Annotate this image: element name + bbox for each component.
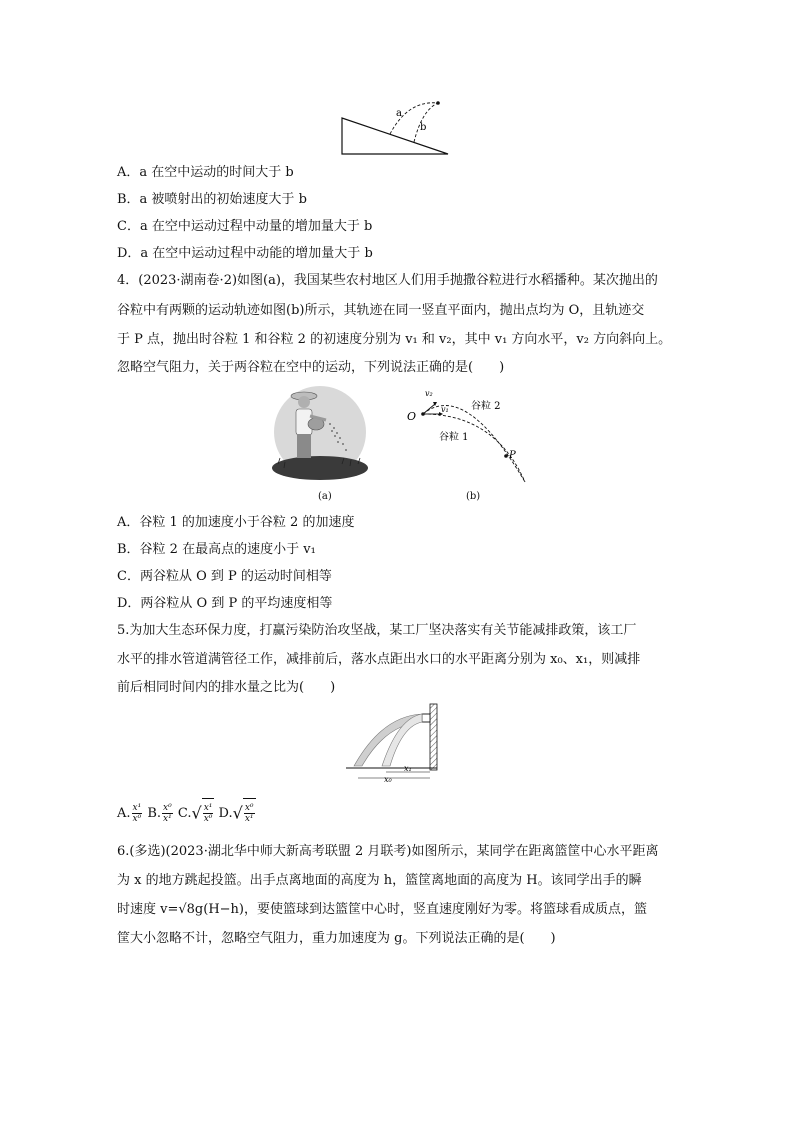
q5-option-a-fraction	[132, 803, 143, 824]
q3-option-b: B．a 被喷射出的初始速度大于 b	[117, 192, 307, 207]
q5-option-c-label: C.	[177, 806, 192, 821]
q4-option-c: C．两谷粒从 O 到 P 的运动时间相等	[117, 569, 332, 584]
q5-option-c-den: x⁰	[203, 814, 213, 824]
label-b: b	[420, 122, 427, 133]
q5-option-b-label: B.	[147, 806, 162, 821]
q4-option-d: D．两谷粒从 O 到 P 的平均速度相等	[117, 596, 333, 611]
q4-option-b: B．谷粒 2 在最高点的速度小于 v₁	[117, 542, 316, 557]
q5-options	[117, 798, 256, 829]
q3-option-c: C．a 在空中运动过程中动量的增加量大于 b	[117, 219, 373, 234]
q5-option-d-label: D.	[218, 806, 233, 821]
label-p: P	[509, 450, 516, 461]
label-grain-1: 谷粒 1	[439, 432, 469, 443]
q4-stem-line-3: 于 P 点，抛出时谷粒 1 和谷粒 2 的初速度分别为 v₁ 和 v₂，其中 v₁ 方向水平，v₂ 方向斜向上。	[117, 332, 672, 347]
head	[298, 396, 310, 408]
soil	[272, 456, 368, 480]
trajectory-grain-1	[423, 414, 525, 482]
q5-option-a-num: x¹	[132, 803, 142, 813]
label-grain-2: 谷粒 2	[471, 401, 501, 412]
q5-option-a-label: A.	[117, 806, 131, 821]
q5-option-b-num: x⁰	[163, 803, 172, 813]
q6-stem-line-1: 6.(多选)(2023·湖北华中师大新高考联盟 2 月联考)如图所示，某同学在距离篮筐中心水平距离	[117, 844, 659, 859]
q4-stem-line-1: 4．(2023·湖南卷·2)如图(a)，我国某些农村地区人们用手抛撒谷粒进行水稻播种。某次抛出的	[117, 273, 658, 288]
q3-figure	[338, 98, 452, 158]
label-x0: x₀	[384, 775, 392, 782]
q5-figure-drain	[342, 700, 460, 782]
pipe	[422, 714, 430, 722]
q5-option-c-num: x¹	[203, 803, 213, 813]
incline	[342, 118, 448, 154]
v2-arrow	[423, 404, 435, 414]
q4-stem-line-4: 忽略空气阻力，关于两谷粒在空中的运动，下列说法正确的是( )	[117, 360, 505, 375]
q6-stem-line-3: 时速度 v=√8g(H−h)，要使篮球到达篮筐中心时，竖直速度刚好为零。将篮球看成质点，篮	[117, 902, 647, 917]
label-v2: v₂	[425, 389, 433, 398]
label-a: a	[396, 108, 402, 119]
q4-fig-b-caption: (b)	[466, 491, 481, 502]
q6-stem-line-2: 为 x 的地方跳起投篮。出手点离地面的高度为 h，篮筐离地面的高度为 H。该同学出手的瞬	[117, 873, 642, 888]
legs	[297, 434, 311, 458]
q5-option-d-sqrt: √ $\frac{\text{x⁰}}{\text{x¹}}$	[233, 798, 256, 829]
trajectory-grain-2	[423, 406, 525, 483]
q4-stem-line-2: 谷粒中有两颗的运动轨迹如图(b)所示，其轨迹在同一竖直平面内，抛出点均为 O，且轨迹交	[117, 303, 645, 318]
q5-option-d-num: x⁰	[244, 803, 254, 813]
q3-option-d: D．a 在空中运动过程中动能的增加量大于 b	[117, 246, 373, 261]
launch-point	[436, 101, 440, 105]
point-p	[504, 454, 508, 458]
q5-option-d-den: x¹	[244, 814, 254, 824]
q5-stem-line-3: 前后相同时间内的排水量之比为( )	[117, 680, 336, 695]
point-o	[421, 412, 425, 416]
q5-stem-line-1: 5.为加大生态环保力度，打赢污染防治攻坚战，某工厂坚决落实有关节能减排政策，该工厂	[117, 623, 637, 638]
q5-option-b-den: x¹	[163, 814, 172, 824]
label-x1: x₁	[404, 764, 412, 773]
q5-option-b-fraction	[162, 803, 173, 824]
label-v1: v₁	[441, 405, 449, 414]
q4-fig-a-caption: (a)	[318, 491, 332, 502]
q4-option-a: A．谷粒 1 的加速度小于谷粒 2 的加速度	[117, 515, 355, 530]
q5-option-c-sqrt: √ $\frac{\text{x¹}}{\text{x⁰}}$	[192, 798, 215, 829]
q5-option-a-den: x⁰	[132, 814, 142, 824]
q3-option-a: A．a 在空中运动的时间大于 b	[117, 165, 294, 180]
q4-figure-b-trajectories	[405, 384, 535, 486]
q4-figure-a-farmer	[264, 384, 382, 486]
q5-stem-line-2: 水平的排水管道满管径工作，减排前后，落水点距出水口的水平距离分别为 x₀、x₁，则减排	[117, 652, 641, 667]
wall	[430, 704, 437, 770]
label-o: O	[407, 410, 417, 423]
q6-stem-line-4: 筐大小忽略不计，忽略空气阻力，重力加速度为 g。下列说法正确的是( )	[117, 931, 556, 946]
